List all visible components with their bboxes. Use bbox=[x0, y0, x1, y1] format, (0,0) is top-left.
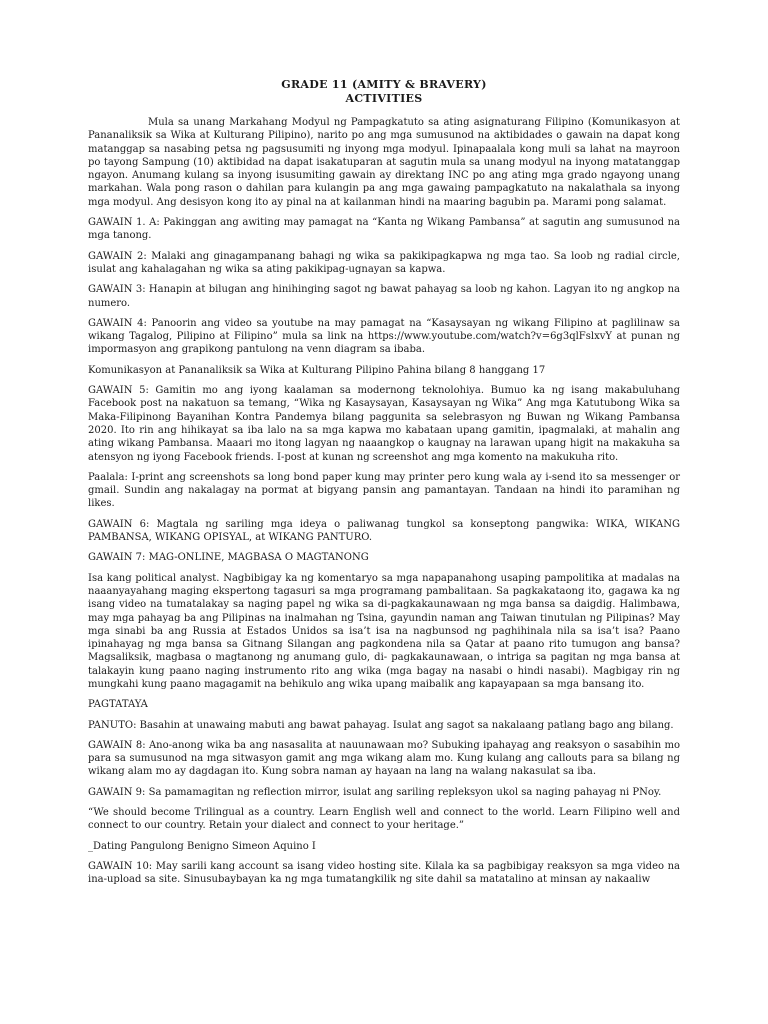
gawain-8: GAWAIN 8: Ano-anong wika ba ang nasasalita at nauunawaan mo? Subuking ipahayag ang reaksyon o sasabihin mo para sa sumusunod na mga sitwasyon gamit ang mga wikang alam mo. Kung kulang ang callouts para sa bilang ng wikang alam mo ay dagdagan ito. Kung sobra naman ay hayaan na lang na walang nakasulat sa iba. bbox=[88, 739, 680, 778]
quote-attribution: _Dating Pangulong Benigno Simeon Aquino I bbox=[88, 840, 316, 852]
gawain-6: GAWAIN 6: Magtala ng sariling mga ideya o paliwanag tungkol sa konseptong pangwika: WIKA, WIKANG PAMBANSA, WIKANG OPISYAL, at WIKANG PANTURO. bbox=[88, 518, 680, 544]
gawain-3: GAWAIN 3: Hanapin at bilugan ang hinihinging sagot ng bawat pahayag sa loob ng kahon. Lagyan ito ng angkop na numero. bbox=[88, 284, 680, 309]
reference-note: Komunikasyon at Pananaliksik sa Wika at Kulturang Pilipino Pahina bilang 8 hanggang 17 bbox=[88, 364, 546, 376]
intro-paragraph: Mula sa unang Markahang Modyul ng Pampagkatuto sa ating asignaturang Filipino (Komunikasyon at Pananaliksik sa Wika at Kulturang Pilipino), narito po ang mga sumusunod na aktibidades o gawain na dapat kong matanggap sa nasabing petsa ng pagsusumiti ng inyong mga modyul. Ipinapaalala kong muli sa lahat na mayroon po tayong Sampung (10) aktibidad na dapat isakatuparan at sagutin mula sa unang modyul na inyong matatanggap ngayon. Anumang kulang sa inyong isusumiting gawain ay direktang INC po ang ating mga grado ngayong unang markahan. Wala pong rason o dahilan para kulangin pa ang mga gawaing pampagkatuto na nakalathala sa inyong mga modyul. Ang desisyon kong ito ay pinal na at kailanman hindi na maaring bagubin pa. Marami pong salamat. bbox=[88, 117, 680, 208]
gawain-2: GAWAIN 2: Malaki ang ginagampanang bahagi ng wika sa pakikipagkapwa ng mga tao. Sa loob ng radial circle, isulat ang kahalagahan ng wika sa ating pakikipag-ugnayan sa kapwa. bbox=[88, 250, 680, 275]
gawain-4: GAWAIN 4: Panoorin ang video sa youtube na may pamagat na “Kasaysayan ng wikang Filipino at paglilinaw sa wikang Tagalog, Pilipino at Filipino” mula sa link na https://www.youtube.com/watch?v=6g3qlFslxvY at punan ng impormasyon ang grapikong pantulong na venn diagram sa ibaba. bbox=[88, 317, 680, 356]
title-activities: ACTIVITIES bbox=[345, 92, 423, 105]
gawain-1: GAWAIN 1. A: Pakinggan ang awiting may pamagat na “Kanta ng Wikang Pambansa” at sagutin ang sumusunod na mga tanong. bbox=[88, 217, 680, 242]
pnoy-quote: “We should become Trilingual as a country. Learn English well and connect to the world. Learn Filipino well and connect to our country. Retain your dialect and connect to your heritage.” bbox=[88, 807, 680, 832]
gawain-7-body: Isa kang political analyst. Nagbibigay ka ng komentaryo sa mga napapanahong usaping pampolitika at madalas na naaanyayahang maging ekspertong tagasuri sa mga programang pambalitaan. Sa pagkakataong ito, gagawa ka ng isang video na tumatalakay sa naging papel ng wika sa di-pagkakaunawaan ng mga bansa sa daigdig. Halimbawa, may mga pahayag ba ang Pilipinas na inalmahan ng Tsina, gayundin naman ang Taiwan tinutulan ng Pilipinas? May mga sinabi ba ang Russia at Estados Unidos sa isa’t isa na nagbunsod ng paghihinala nila sa isa’t isa? Paano ipinahayag ng mga bansa sa Gitnang Silangan ang pagkondena nila sa Qatar at paano rito tumugon ang bansa? Magsaliksik, magbasa o magtanong ng anumang gulo, di- pagkakaunawaan, o intriga sa pagitan ng mga bansa at talakayin kung paano naging instrumento rito ang wika (mga bagay na nasabi o hindi nasabi). Magbigay rin ng mungkahi kung paano magagamit na behikulo ang wika upang maibalik ang kapayapaan sa mga bansang ito. bbox=[88, 572, 680, 690]
gawain-9: GAWAIN 9: Sa pamamagitan ng reflection mirror, isulat ang sariling repleksyon ukol sa naging pahayag ni PNoy. bbox=[88, 786, 662, 798]
title-grade-section: GRADE 11 (AMITY & BRAVERY) bbox=[281, 78, 487, 91]
pagtataya-heading: PAGTATAYA bbox=[88, 699, 148, 711]
gawain-5: GAWAIN 5: Gamitin mo ang iyong kaalaman sa modernong teknolohiya. Bumuo ka ng isang makabuluhang Facebook post na nakatuon sa temang, “Wika ng Kasaysayan, Kasaysayan ng Wika” Ang mga Katutubong Wika sa Maka-Filipinong Bayanihan Kontra Pandemya bilang paggunita sa selebrasyon ng Buwan ng Wikang Pambansa 2020. Ito rin ang hihikayat sa iba lalo na sa mga kapwa mo kabataan upang gamitin, ipagmalaki, at mahalin ang ating wikang Pambansa. Maaari mo itong lagyan ng naaangkop o kaugnay na larawan upang higit na makakuha sa atensyon ng iyong Facebook friends. I-post at kunan ng screenshot ang mga komento na makukuha rito. bbox=[88, 385, 680, 463]
paalala-note: Paalala: I-print ang screenshots sa long bond paper kung may printer pero kung wala ay i-send ito sa messenger or gmail. Sundin ang nakalagay na pormat at bigyang pansin ang pamantayan. Tandaan na hindi ito paramihan ng likes. bbox=[88, 471, 680, 510]
gawain-7-title: GAWAIN 7: MAG-ONLINE, MAGBASA O MAGTANONG bbox=[88, 552, 369, 564]
panuto: PANUTO: Basahin at unawaing mabuti ang bawat pahayag. Isulat ang sagot sa nakalaang patlang bago ang bilang. bbox=[88, 719, 674, 731]
document-heading bbox=[88, 78, 680, 106]
document-page bbox=[88, 78, 680, 894]
gawain-10: GAWAIN 10: May sarili kang account sa isang video hosting site. Kilala ka sa pagbibigay reaksyon sa mga video na ina-upload sa site. Sinusubaybayan ka ng mga tumatangkilik ng site dahil sa matatalino at minsan ay nakaaliw bbox=[88, 860, 680, 886]
